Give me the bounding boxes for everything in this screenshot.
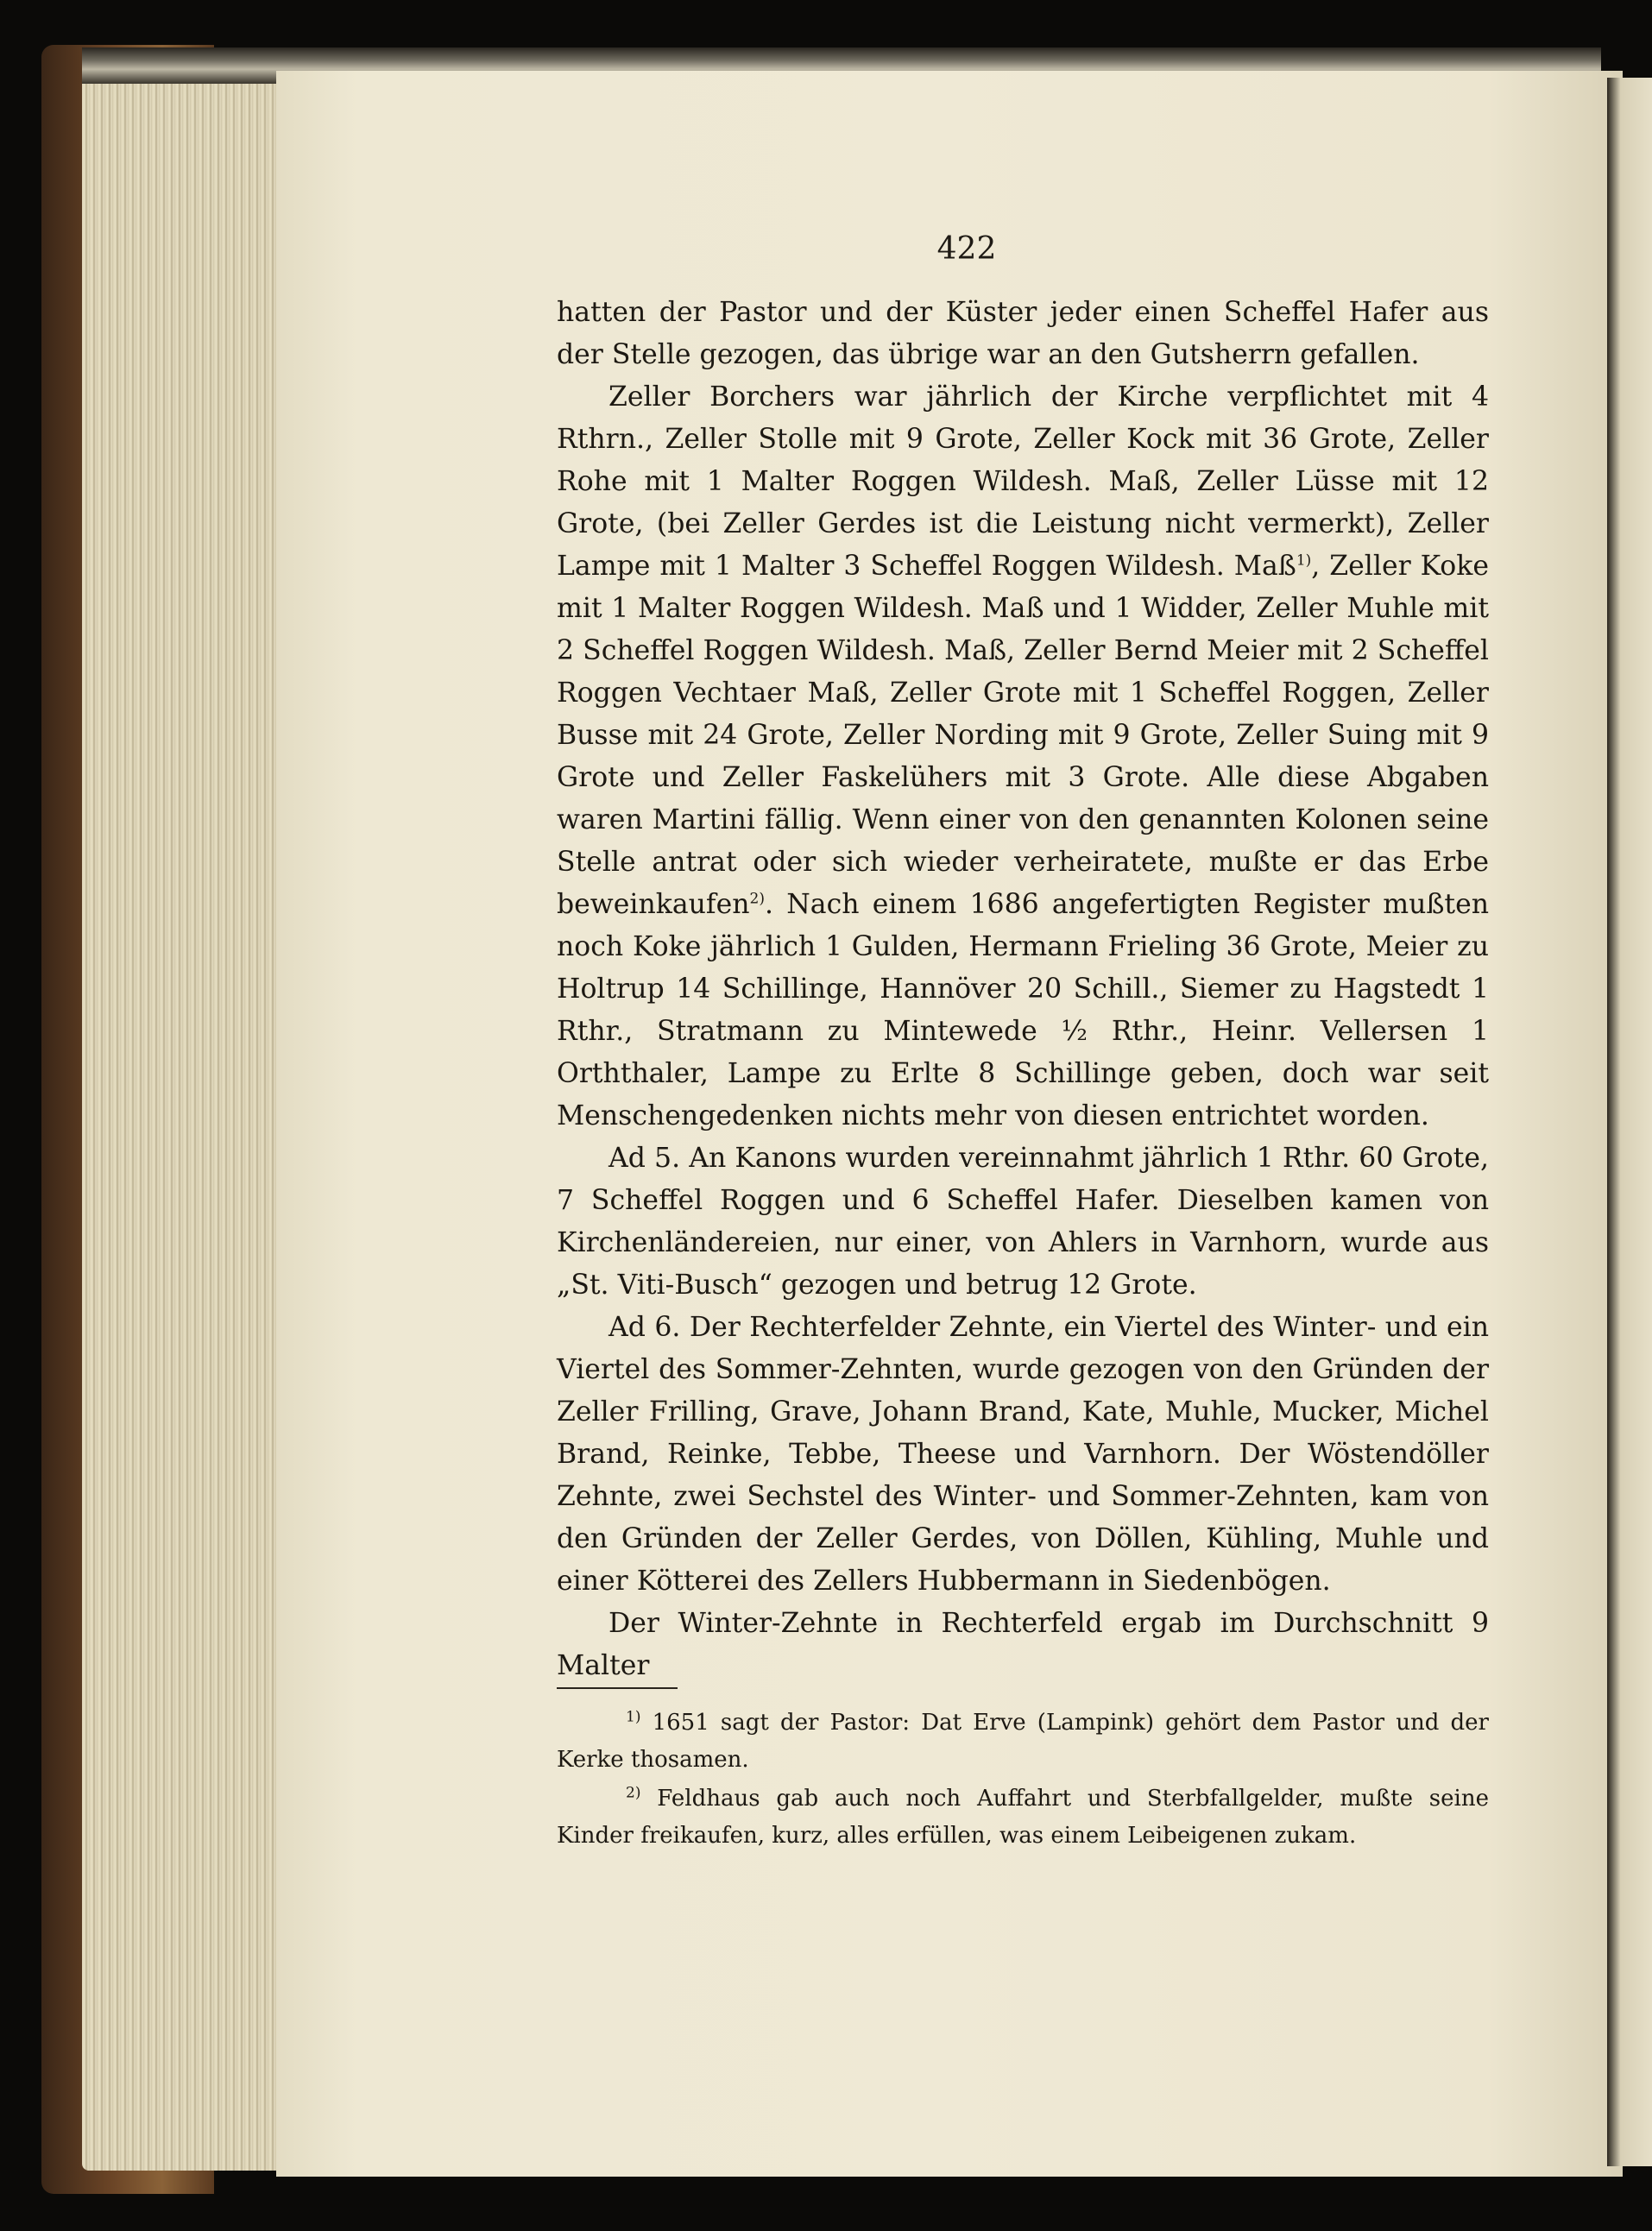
footnote-1 — [557, 1705, 1489, 1779]
footnote-1-text: 1651 sagt der Pastor: Dat Erve (Lampink) gehört dem Pastor und der Kerke thosamen. — [557, 1710, 1489, 1773]
footnote-ref-2: 2) — [749, 890, 765, 908]
footnote-2-text: Feldhaus gab auch noch Auffahrt und Sterbfallgelder, mußte seine Kinder freikaufen, kurz, alles erfüllen, was einem Leibeigenen zukam. — [557, 1786, 1489, 1849]
paragraph-4: Ad 6. Der Rechterfelder Zehnte, ein Viertel des Winter- und ein Viertel des Sommer-Zehnten, wurde gezogen von den Gründen der Zeller Frilling, Grave, Johann Brand, Kate, Muhle, Mucker, Michel Brand, Reinke, Tebbe, Theese und Varnhorn. Der Wöstendöller Zehnte, zwei Sechstel des Winter- und Sommer-Zehnten, kam von den Gründen der Zeller Gerdes, von Döllen, Kühling, Muhle und einer Kötterei des Zellers Hubbermann in Siedenbögen. — [557, 1312, 1489, 1597]
paragraph-1: hatten der Pastor und der Küster jeder einen Scheffel Hafer aus der Stelle gezogen, das übrige war an den Gutsherrn gefallen. — [557, 297, 1489, 370]
body-text — [557, 292, 1489, 1687]
page-number: 422 — [936, 231, 997, 267]
footnote-2-mark: 2) — [626, 1784, 641, 1802]
footnote-1-mark: 1) — [626, 1708, 641, 1726]
paragraph-2-part-3: . Nach einem 1686 angefertigten Register mußten noch Koke jährlich 1 Gulden, Hermann Frieling 36 Grote, Meier zu Holtrup 14 Schillinge, Hannöver 20 Schill., Siemer zu Hagstedt 1 Rthr., Stratmann zu Mintewede ½ Rthr., Heinr. Vellersen 1 Orththaler, Lampe zu Erlte 8 Schillinge geben, doch war seit Menschengedenken nichts mehr von diesen entrichtet worden. — [557, 889, 1489, 1131]
footnote-2 — [557, 1780, 1489, 1855]
paragraph-2-part-2: , Zeller Koke mit 1 Malter Roggen Wildesh. Maß und 1 Widder, Zeller Muhle mit 2 Scheffel Roggen Wildesh. Maß, Zeller Bernd Meier mit 2 Scheffel Roggen Vechtaer Maß, Zeller Grote mit 1 Scheffel Roggen, Zeller Busse mit 24 Grote, Zeller Nording mit 9 Grote, Zeller Suing mit 9 Grote und Zeller Faskelühers mit 3 Grote. Alle diese Abgaben waren Martini fällig. Wenn einer von den genannten Kolonen seine Stelle antrat oder sich wieder verheiratete, mußte er das Erbe beweinkaufen — [557, 551, 1489, 920]
paragraph-3: Ad 5. An Kanons wurden vereinnahmt jährlich 1 Rthr. 60 Grote, 7 Scheffel Roggen und 6 Scheffel Hafer. Dieselben kamen von Kirchenländereien, nur einer, von Ahlers in Varnhorn, wurde aus „St. Viti-Busch“ gezogen und betrug 12 Grote. — [557, 1143, 1489, 1301]
paragraph-5: Der Winter-Zehnte in Rechterfeld ergab im Durchschnitt 9 Malter — [557, 1608, 1489, 1681]
stacked-page-edges — [82, 73, 289, 2171]
facing-page-edge — [1607, 78, 1652, 2166]
footnotes — [557, 1705, 1489, 1856]
footnote-ref-1: 1) — [1296, 551, 1312, 570]
paragraph-2 — [557, 376, 1489, 1138]
paragraph-2-part-1: Zeller Borchers war jährlich der Kirche verpflichtet mit 4 Rthrn., Zeller Stolle mit 9 Grote, Zeller Kock mit 36 Grote, Zeller Rohe mit 1 Malter Roggen Wildesh. Maß, Zeller Lüsse mit 12 Grote, (bei Zeller Gerdes ist die Leistung nicht vermerkt), Zeller Lampe mit 1 Malter 3 Scheffel Roggen Wildesh. Maß — [557, 381, 1489, 582]
footnote-divider — [557, 1687, 678, 1689]
